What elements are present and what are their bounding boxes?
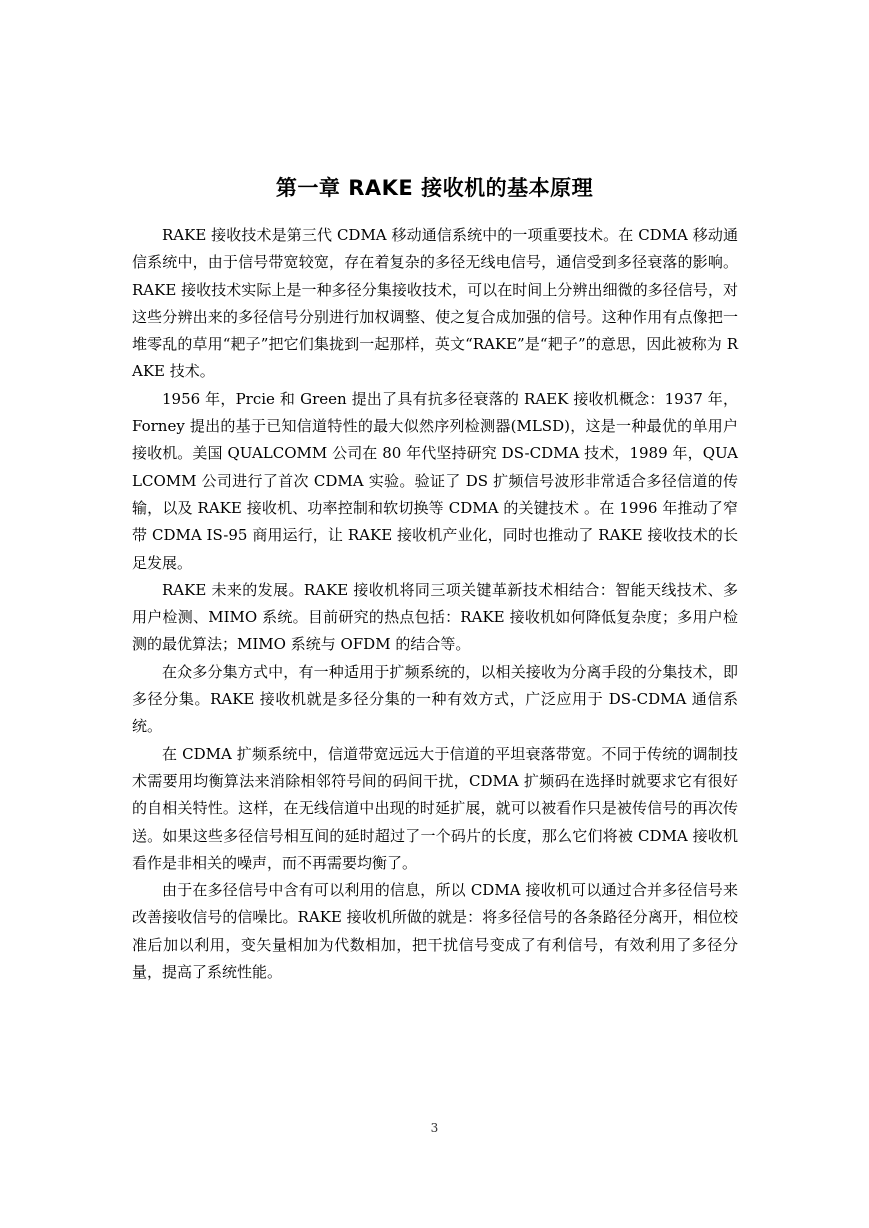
paragraph-future-development: RAKE 未来的发展。RAKE 接收机将同三项关键革新技术相结合：智能天线技术、多用户检测、MIMO 系统。目前研究的热点包括：RAKE 接收机如何降低复杂度；多用户检测的最优算法；MIMO 系统与 OFDM 的结合等。 [132,580,738,654]
page-number: 3 [430,1121,439,1135]
chapter-title: 第一章 RAKE 接收机的基本原理 [275,176,594,201]
paragraph-rake-function: 由于在多径信号中含有可以利用的信息，所以 CDMA 接收机可以通过合并多径信号来改善接收信号的信噪比。RAKE 接收机所做的就是：将多径信号的各条路径分离开，相位校准后加以利用，变矢量相加为代数相加，把干扰信号变成了有利信号，有效利用了多径分量，提高了系统性能。 [132,881,738,982]
paragraph-spread-spectrum: 在 CDMA 扩频系统中，信道带宽远远大于信道的平坦衰落带宽。不同于传统的调制技术需要用均衡算法来消除相邻符号间的码间干扰，CDMA 扩频码在选择时就要求它有很好的自相关特性。这样，在无线信道中出现的时延扩展，就可以被看作只是被传信号的再次传送。如果这些多径信号相互间的延时超过了一个码片的长度，那么它们将被 CDMA 接收机看作是非相关的噪声，而不再需要均衡了。 [132,744,738,872]
paragraph-rake-overview: RAKE 接收技术是第三代 CDMA 移动通信系统中的一项重要技术。在 CDMA 移动通信系统中，由于信号带宽较宽，存在着复杂的多径无线电信号，通信受到多径衰落的影响。RAKE 接收技术实际上是一种多径分集接收技术，可以在时间上分辨出细微的多径信号，对这些分辨出来的多径信号分别进行加权调整、使之复合成加强的信号。这种作用有点像把一堆零乱的草用“耙子”把它们集拢到一起那样，英文“RAKE”是“耙子”的意思，因此被称为 RAKE 技术。 [132,226,738,381]
body-text [132,222,738,986]
paragraph-history: 1956 年，Prcie 和 Green 提出了具有抗多径衰落的 RAEK 接收机概念：1937 年，Forney 提出的基于已知信道特性的最大似然序列检测器(MLSD)，这是一种最优的单用户接收机。美国 QUALCOMM 公司在 80 年代坚持研究 DS-CDMA 技术，1989 年，QUALCOMM 公司进行了首次 CDMA 实验。验证了 DS 扩频信号波形非常适合多径信道的传输，以及 RAKE 接收机、功率控制和软切换等 CDMA 的关键技术 。在 1996 年推动了窄带 CDMA IS-95 商用运行，让 RAKE 接收机产业化，同时也推动了 RAKE 接收技术的长足发展。 [132,389,738,572]
paragraph-multipath-diversity: 在众多分集方式中，有一种适用于扩频系统的，以相关接收为分离手段的分集技术，即多径分集。RAKE 接收机就是多径分集的一种有效方式，广泛应用于 DS-CDMA 通信系统。 [132,662,738,736]
